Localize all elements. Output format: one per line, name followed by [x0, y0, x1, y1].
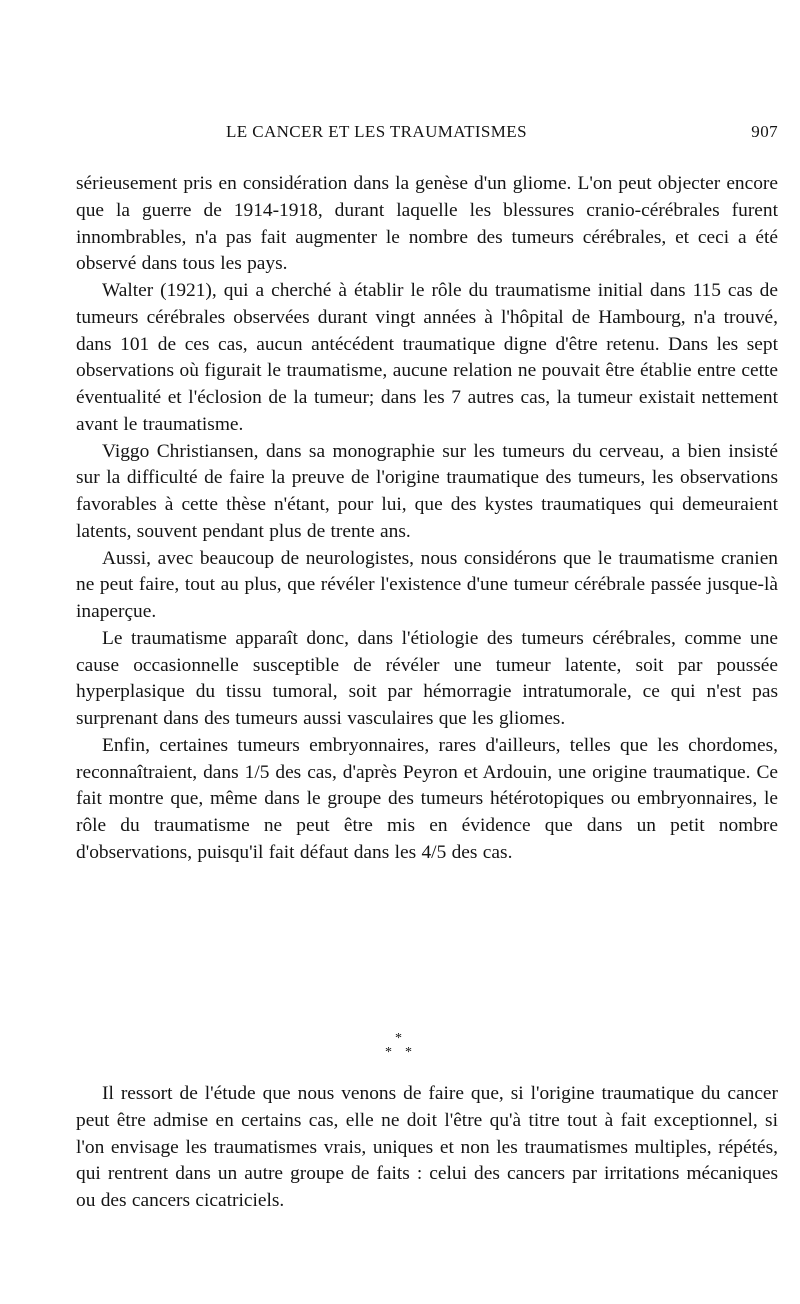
paragraph-neurologists: Aussi, avec beaucoup de neurologistes, nous considérons que le traumatisme cranien ne peut faire, tout au plus, que révéler l'existence d'une tumeur cérébrale passée jusque-là inaperçue.	[76, 547, 778, 622]
asterism-star: *	[395, 1031, 402, 1046]
paragraph-etiology: Le traumatisme apparaît donc, dans l'étiologie des tumeurs cérébrales, comme une cause occasionnelle susceptible de révéler une tumeur latente, soit par poussée hyperplasique du tissu tumoral, soit par hémorragie intratumorale, ce qui n'est pas surprenant dans des tumeurs aussi vasculaires que les gliomes.	[76, 627, 778, 729]
main-text	[76, 171, 778, 867]
paragraph-christiansen: Viggo Christiansen, dans sa monographie sur les tumeurs du cerveau, a bien insisté sur la difficulté de faire la preuve de l'origine traumatique des tumeurs, les observations favorables à cette thèse n'étant, pour lui, que des kystes traumatiques qui demeuraient latents, souvent pendant plus de trente ans.	[76, 440, 778, 542]
paragraph-conclusion: Il ressort de l'étude que nous venons de faire que, si l'origine traumatique du cancer peut être admise en certains cas, elle ne doit l'être qu'à titre tout à fait exceptionnel, si l'on envisage les traumatismes vrais, uniques et non les traumatismes multiples, répétés, qui rentrent dans un autre groupe de faits : celui des cancers par irritations mécaniques ou des cancers cicatriciels.	[76, 1083, 778, 1211]
running-head	[76, 122, 778, 148]
page-number: 907	[751, 122, 778, 141]
document-page	[76, 0, 778, 1304]
paragraph-continuation: sérieusement pris en considération dans la genèse d'un gliome. L'on peut objecter encore que la guerre de 1914-1918, durant laquelle les blessures cranio-cérébrales furent innombrables, n'a pas fait augmenter le nombre des tumeurs cérébrales, et ceci a été observé dans tous les pays.	[76, 173, 778, 275]
asterism-star: *	[405, 1045, 412, 1060]
asterism-star: *	[385, 1045, 392, 1060]
section-separator	[376, 1032, 426, 1068]
paragraph-walter: Walter (1921), qui a cherché à établir le rôle du traumatisme initial dans 115 cas de tumeurs cérébrales observées durant vingt années à l'hôpital de Hambourg, n'a trouvé, dans 101 de ces cas, aucun antécédent traumatique digne d'être retenu. Dans les sept observations où figurait le traumatisme, aucune relation ne pouvait être établie entre cette éventualité et l'éclosion de la tumeur; dans les 7 autres cas, la tumeur existait nettement avant le traumatisme.	[76, 280, 778, 435]
conclusion-text	[76, 1081, 778, 1215]
paragraph-embryonic-tumors: Enfin, certaines tumeurs embryonnaires, rares d'ailleurs, telles que les chordomes, reconnaîtraient, dans 1/5 des cas, d'après Peyron et Ardouin, une origine traumatique. Ce fait montre que, même dans le groupe des tumeurs hétérotopiques ou embryonnaires, le rôle du traumatisme ne peut être mis en évidence que dans un petit nombre d'observations, puisqu'il fait défaut dans les 4/5 des cas.	[76, 734, 778, 863]
running-title: LE CANCER ET LES TRAUMATISMES	[226, 122, 527, 141]
